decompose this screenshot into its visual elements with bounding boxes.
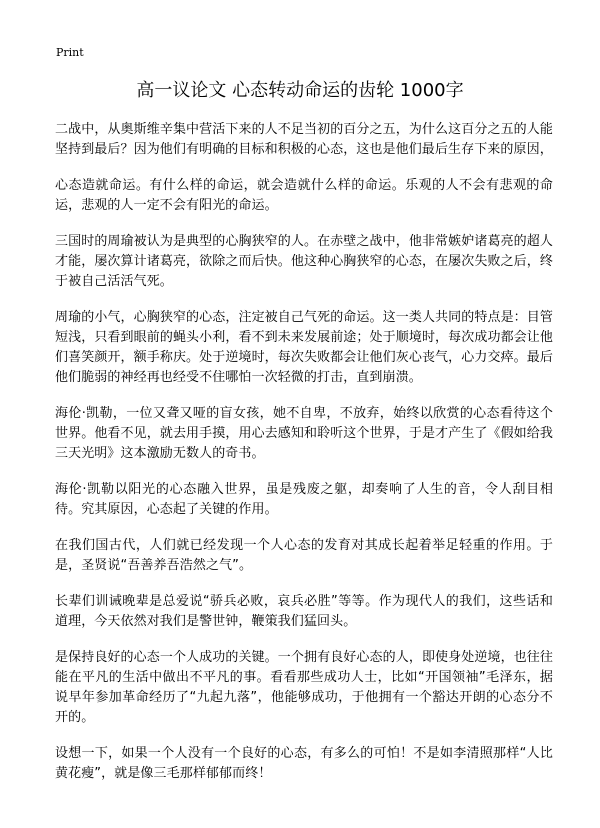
paragraph-7: 在我们国古代，人们就已经发现一个人心态的发育对其成长起着举足轻重的作用。于是，圣贤说“吾善养吾浩然之气”。 xyxy=(55,538,553,573)
paragraph-8: 长辈们训诫晚辈是总爱说“骄兵必败，哀兵必胜”等等。作为现代人的我们，这些话和道理，今天依然对我们是警世钟，鞭策我们猛回头。 xyxy=(55,594,553,629)
print-label: Print xyxy=(56,46,84,59)
paragraph-9: 是保持良好的心态一个人成功的关键。一个拥有良好心态的人，即使身处逆境，也往往能在平凡的生活中做出不平凡的事。看看那些成功人士，比如“开国领袖”毛泽东，据说早年参加革命经历了“九起九落”，他能够成功，于他拥有一个豁达开朗的心态分不开的。 xyxy=(55,650,553,725)
document-title: 高一议论文 心态转动命运的齿轮 1000字 xyxy=(136,80,464,101)
paragraph-5: 海伦·凯勒，一位又聋又哑的盲女孩，她不自卑，不放弃，始终以欣赏的心态看待这个世界。他看不见，就去用手摸，用心去感知和聆听这个世界，于是才产生了《假如给我三天光明》这本激励无数人的奇书。 xyxy=(55,406,553,461)
paragraph-4: 周瑜的小气，心胸狭窄的心态，注定被自己气死的命运。这一类人共同的特点是：目管短浅，只看到眼前的蝇头小利，看不到未来发展前途；处于顺境时，每次成功都会让他们喜笑颜开，额手称庆。处于逆境时，每次失败都会让他们灰心丧气，心力交瘁。最后他们脆弱的神经再也经受不住哪怕一次轻微的打击，直到崩溃。 xyxy=(55,310,553,385)
paragraph-2: 心态造就命运。有什么样的命运，就会造就什么样的命运。乐观的人不会有悲观的命运，悲观的人一定不会有阳光的命运。 xyxy=(55,178,553,213)
document-body xyxy=(55,120,553,800)
paragraph-1: 二战中，从奥斯维辛集中营活下来的人不足当初的百分之五，为什么这百分之五的人能坚持到最后？因为他们有明确的目标和积极的心态，这也是他们最后生存下来的原因， xyxy=(55,122,553,157)
paragraph-6: 海伦·凯勒以阳光的心态融入世界，虽是残废之躯，却奏响了人生的音，令人刮目相待。究其原因，心态起了关键的作用。 xyxy=(55,482,553,517)
paragraph-10: 设想一下，如果一个人没有一个良好的心态，有多么的可怕！不是如李清照那样“人比黄花瘦”，就是像三毛那样郁郁而终！ xyxy=(55,746,553,781)
paragraph-3: 三国时的周瑜被认为是典型的心胸狭窄的人。在赤壁之战中，他非常嫉妒诸葛亮的超人才能，屡次算计诸葛亮，欲除之而后快。他这种心胸狭窄的心态，在屡次失败之后，终于被自己活活气死。 xyxy=(55,234,553,289)
